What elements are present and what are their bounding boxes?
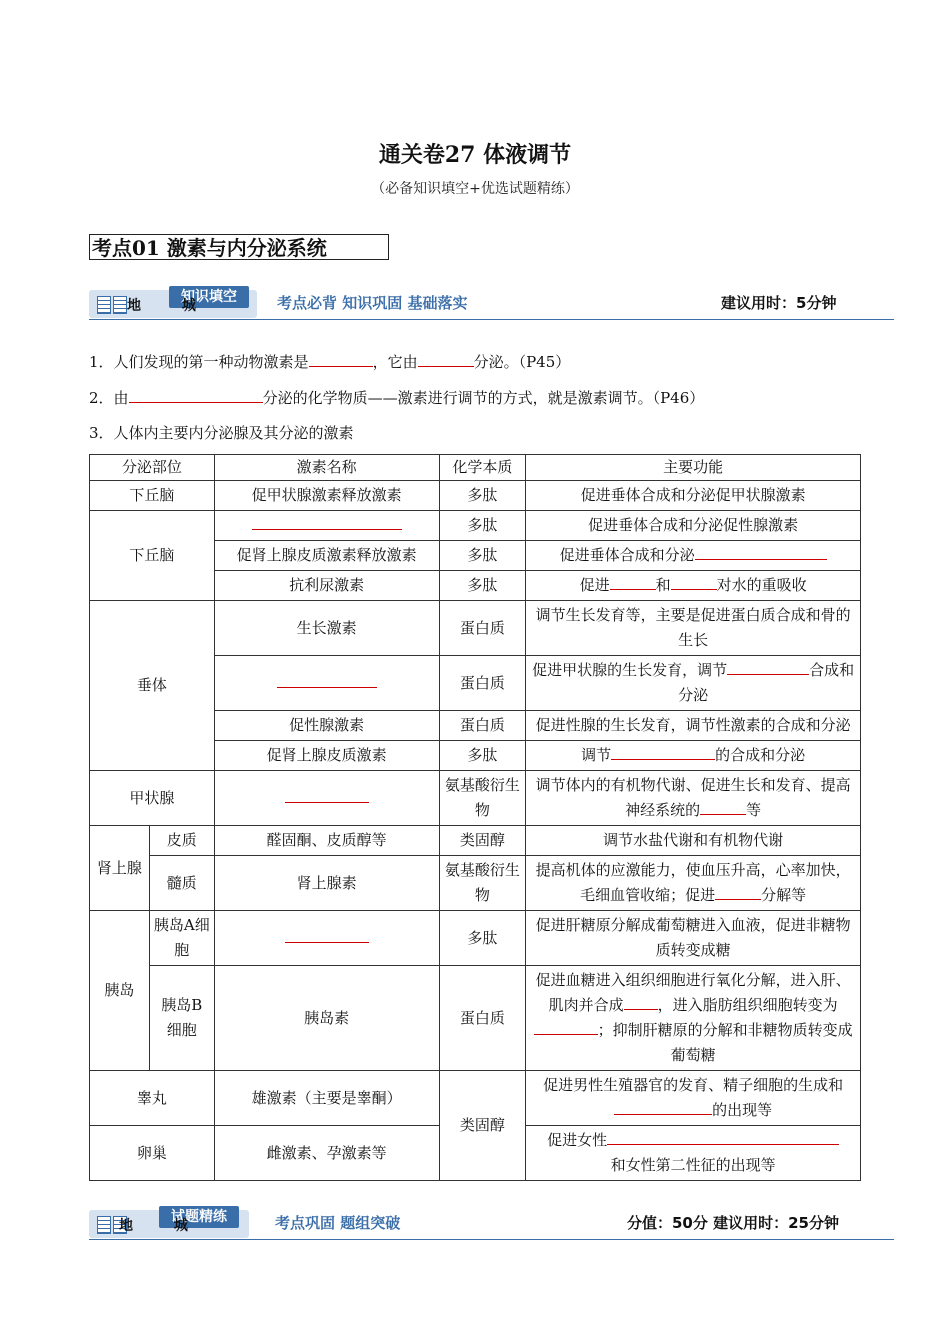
- banner-icon-label: 地 城: [119, 1218, 206, 1234]
- table-row: 促肾上腺皮质激素释放激素 多肽 促进垂体合成和分泌: [90, 541, 861, 571]
- answer-blank[interactable]: [695, 543, 827, 560]
- banner-tag: 知识填空: [169, 286, 249, 308]
- table-row: 卵巢 雌激素、孕激素等 促进女性 和女性第二性征的出现等: [90, 1126, 861, 1181]
- answer-blank[interactable]: [715, 883, 761, 900]
- table-row: 促性腺激素 蛋白质 促进性腺的生长发育，调节性激素的合成和分泌: [90, 711, 861, 741]
- answer-blank[interactable]: [611, 743, 715, 760]
- table-row: 下丘脑 多肽 促进垂体合成和分泌促性腺激素: [90, 511, 861, 541]
- table-row: 下丘脑 促甲状腺激素释放激素 多肽 促进垂体合成和分泌促甲状腺激素: [90, 481, 861, 511]
- answer-blank[interactable]: [129, 386, 263, 403]
- answer-blank[interactable]: [624, 993, 658, 1010]
- page-title: 通关卷27 体液调节: [378, 142, 572, 168]
- answer-blank[interactable]: [614, 1098, 712, 1115]
- header-name: 激素名称: [214, 455, 439, 481]
- answer-blank[interactable]: [418, 350, 474, 367]
- practice-banner: [89, 1206, 894, 1240]
- answer-blank[interactable]: [277, 671, 377, 688]
- table-row: 促肾上腺皮质激素 多肽 调节 的合成和分泌: [90, 741, 861, 771]
- answer-blank[interactable]: [285, 786, 369, 803]
- table-row: 睾丸 雄激素（主要是睾酮） 类固醇 促进男性生殖器官的发育、精子细胞的生成和的出现等: [90, 1071, 861, 1126]
- table-row: 甲状腺 氨基酸衍生物 调节体内的有机物代谢、促进生长和发育、提高神经系统的 等: [90, 771, 861, 826]
- header-part: 分泌部位: [90, 455, 215, 481]
- banner-rule: [89, 1239, 894, 1240]
- answer-blank[interactable]: [252, 513, 402, 530]
- answer-blank[interactable]: [671, 573, 717, 590]
- answer-blank[interactable]: [309, 350, 373, 367]
- header-function: 主要功能: [526, 455, 861, 481]
- table-row: 垂体 生长激素 蛋白质 调节生长发育等，主要是促进蛋白质合成和骨的生长: [90, 601, 861, 656]
- table-row: 胰岛 胰岛A细胞 多肽 促进肝糖原分解成葡萄糖进入血液，促进非糖物质转变成糖: [90, 911, 861, 966]
- question-3: 3．人体内主要内分泌腺及其分泌的激素: [89, 424, 354, 442]
- banner-score-time: 分值：50分 建议用时：25分钟: [627, 1214, 839, 1232]
- table-row: 胰岛B细胞 胰岛素 蛋白质 促进血糖进入组织细胞进行氧化分解，进入肝、肌肉并合成 ，进入脂肪组织细胞转变为；抑制肝糖原的分解和非糖物质转变成葡萄糖: [90, 966, 861, 1071]
- knowledge-fill-banner: [89, 286, 894, 320]
- banner-rule: [89, 319, 894, 320]
- banner-slogan: 考点必背 知识巩固 基础落实: [277, 294, 468, 312]
- header-nature: 化学本质: [439, 455, 526, 481]
- book-icon: [97, 296, 131, 316]
- banner-slogan: 考点巩固 题组突破: [275, 1214, 401, 1232]
- answer-blank[interactable]: [610, 573, 656, 590]
- answer-blank[interactable]: [727, 658, 809, 675]
- banner-tag: 试题精练: [159, 1206, 239, 1228]
- banner-icon-label: 地 城: [127, 298, 214, 314]
- table-row: 蛋白质 促进甲状腺的生长发育，调节 合成和分泌: [90, 656, 861, 711]
- question-2: 2．由 分泌的化学物质——激素进行调节的方式，就是激素调节。（P46）: [89, 386, 704, 408]
- page-subtitle: （必备知识填空+优选试题精练）: [371, 181, 579, 197]
- answer-blank[interactable]: [285, 926, 369, 943]
- section-heading: 考点01 激素与内分泌系统: [89, 234, 389, 260]
- question-1: 1．人们发现的第一种动物激素是 ，它由 分泌。（P45）: [89, 350, 570, 372]
- answer-blank[interactable]: [700, 798, 746, 815]
- banner-time: 建议用时：5分钟: [721, 294, 837, 312]
- table-row: 肾上腺 皮质 醛固酮、皮质醇等 类固醇 调节水盐代谢和有机物代谢: [90, 826, 861, 856]
- answer-blank[interactable]: [607, 1128, 839, 1145]
- hormone-table: [89, 454, 861, 1181]
- table-header-row: [90, 455, 861, 481]
- answer-blank[interactable]: [534, 1018, 598, 1035]
- table-row: 髓质 肾上腺素 氨基酸衍生物 提高机体的应激能力，使血压升高，心率加快，毛细血管收缩；促进 分解等: [90, 856, 861, 911]
- table-row: 抗利尿激素 多肽 促进 和 对水的重吸收: [90, 571, 861, 601]
